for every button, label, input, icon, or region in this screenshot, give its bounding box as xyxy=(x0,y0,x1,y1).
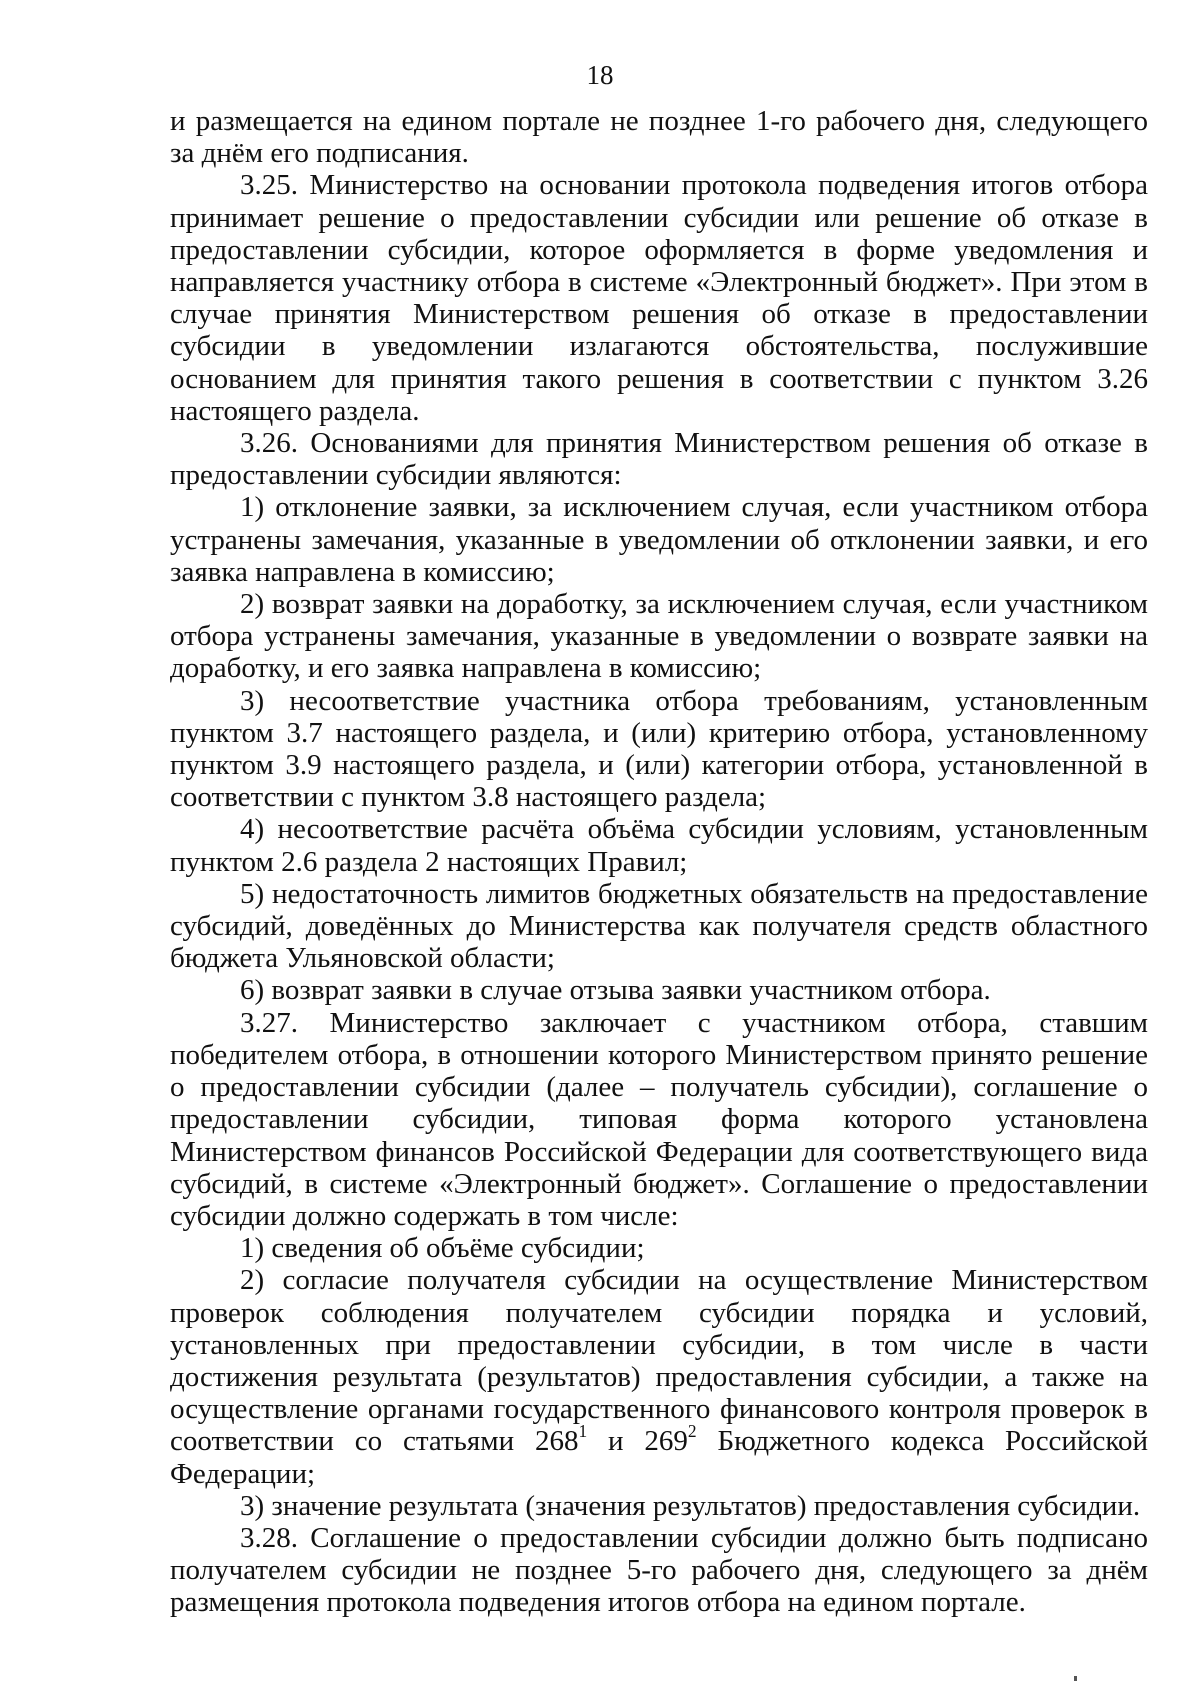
list-item-3-26-4: 4) несоответствие расчёта объёма субсидии условиям, установленным пунктом 2.6 раздела 2 настоящих Правил; xyxy=(170,813,1148,878)
list-item-3-27-2-text-b: и 269 xyxy=(587,1425,688,1458)
list-item-3-27-2-text-c: Бюджетного кодекса Российской Федерации; xyxy=(170,1425,1148,1490)
list-item-3-27-3: 3) значение результата (значения результатов) предоставления субсидии. xyxy=(240,1489,1141,1522)
list-item-3-27-2-text-a: 2) согласие получателя субсидии на осуществление Министерством проверок соблюдения получателем субсидии порядка и условий, установленных при предоставлении субсидии, в том числе в части достижения результата (результатов) предоставления субсидии, а также на осуществление органами государственного финансового контроля проверок в соответствии со статьями 268 xyxy=(170,1264,1148,1458)
list-item-3-26-3: 3) несоответствие участника отбора требованиям, установленным пунктом 3.7 настоящего раздела, и (или) критерию отбора, установленному пунктом 3.9 настоящего раздела, и (или) категории отбора, установленной в соответствии с пунктом 3.8 настоящего раздела; xyxy=(170,684,1148,814)
document-body xyxy=(170,105,1148,1619)
paragraph-3-26: 3.26. Основаниями для принятия Министерством решения об отказе в предоставлении субсидии являются: xyxy=(170,427,1148,492)
list-item-3-26-2: 2) возврат заявки на доработку, за исключением случая, если участником отбора устранены замечания, указанные в уведомлении о возврате заявки на доработку, и его заявка направлена в комиссию; xyxy=(170,588,1148,685)
list-item-3-27-1: 1) сведения об объёме субсидии; xyxy=(240,1232,645,1265)
list-item-3-26-6: 6) возврат заявки в случае отзыва заявки участником отбора. xyxy=(240,974,991,1007)
scan-speck xyxy=(1074,1676,1077,1681)
page-number: 18 xyxy=(586,60,614,90)
superscript-1: 1 xyxy=(578,1421,588,1442)
list-item-3-26-1: 1) отклонение заявки, за исключением случая, если участником отбора устранены замечания, указанные в уведомлении об отклонении заявки, и его заявка направлена в комиссию; xyxy=(170,491,1148,588)
paragraph-3-25: 3.25. Министерство на основании протокола подведения итогов отбора принимает решение о предоставлении субсидии или решение об отказе в предоставлении субсидии, которое оформляется в форме уведомления и направляется участнику отбора в системе «Электронный бюджет». При этом в случае принятия Министерством решения об отказе в предоставлении субсидии в уведомлении излагаются обстоятельства, послужившие основанием для принятия такого решения в соответствии с пунктом 3.26 настоящего раздела. xyxy=(170,169,1148,427)
paragraph-3-28: 3.28. Соглашение о предоставлении субсидии должно быть подписано получателем субсидии не позднее 5-го рабочего дня, следующего за днём размещения протокола подведения итогов отбора на едином портале. xyxy=(170,1521,1148,1619)
paragraph-continuation: и размещается на едином портале не позднее 1-го рабочего дня, следующего за днём его подписания. xyxy=(170,105,1148,170)
superscript-2: 2 xyxy=(687,1421,697,1442)
paragraph-3-27: 3.27. Министерство заключает с участником отбора, ставшим победителем отбора, в отношении которого Министерством принято решение о предоставлении субсидии (далее – получатель субсидии), соглашение о предоставлении субсидии, типовая форма которого установлена Министерством финансов Российской Федерации для соответствующего вида субсидий, в системе «Электронный бюджет». Соглашение о предоставлении субсидии должно содержать в том числе: xyxy=(170,1006,1148,1232)
list-item-3-27-2 xyxy=(170,1264,1148,1489)
list-item-3-26-5: 5) недостаточность лимитов бюджетных обязательств на предоставление субсидий, доведённых до Министерства как получателя средств областного бюджета Ульяновской области; xyxy=(170,877,1148,975)
